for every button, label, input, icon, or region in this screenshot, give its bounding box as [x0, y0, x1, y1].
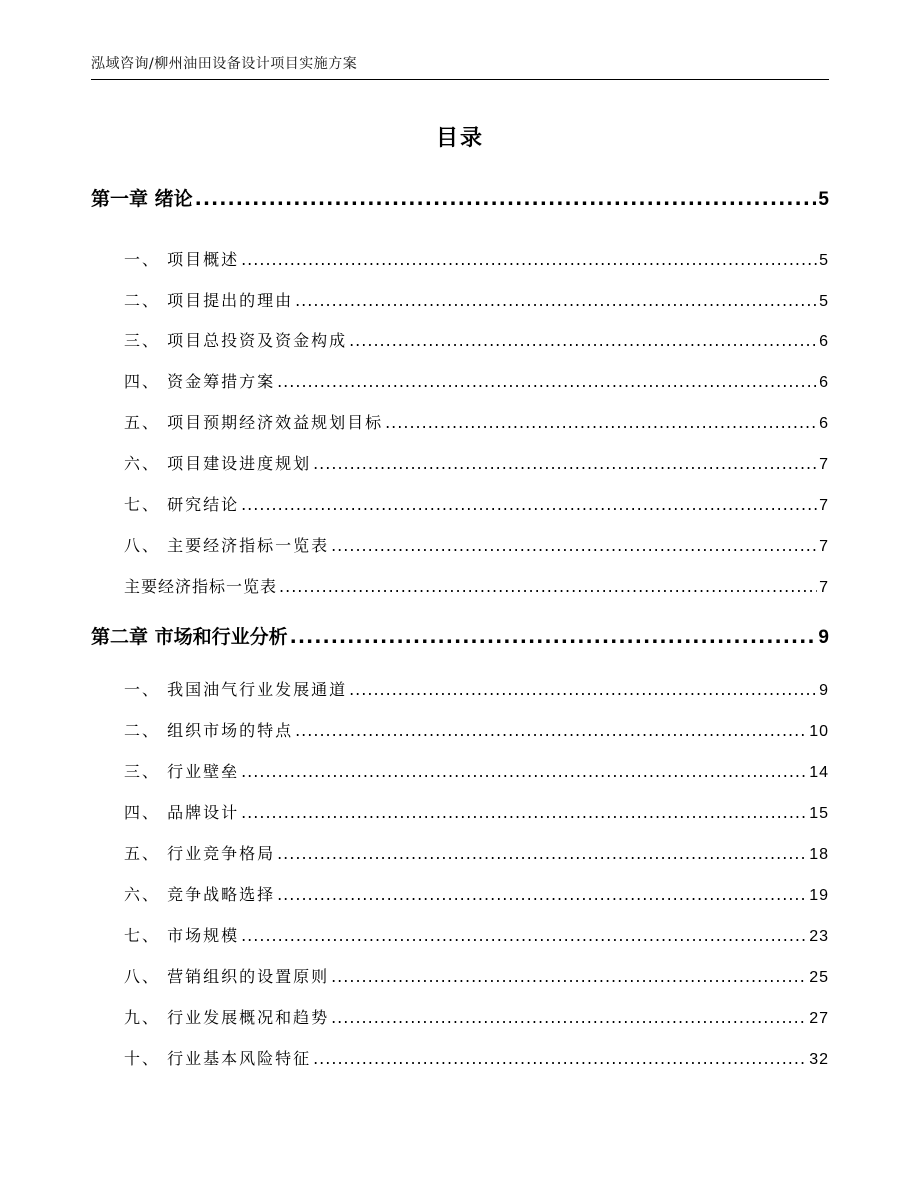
toc-section-label: 主要经济指标一览表 [124, 577, 278, 596]
toc-section[interactable] [91, 451, 829, 474]
toc-leader [241, 803, 807, 822]
toc-leader [331, 967, 807, 986]
toc-page-number: 6 [819, 415, 829, 432]
toc-section-label: 七、 研究结论 [124, 495, 240, 514]
toc-section[interactable] [91, 882, 829, 905]
toc-page-number: 14 [809, 764, 829, 781]
toc-section-label: 九、 行业发展概况和趋势 [124, 1008, 330, 1027]
toc-leader [331, 1008, 807, 1027]
toc-section-label: 十、 行业基本风险特征 [124, 1049, 312, 1068]
toc-section-label: 八、 主要经济指标一览表 [124, 536, 330, 555]
toc-section-label: 七、 市场规模 [124, 926, 240, 945]
toc-page-number: 7 [819, 579, 829, 596]
toc-section[interactable] [91, 574, 829, 597]
toc-chapter-label: 第一章 绪论 [91, 188, 193, 210]
toc-page-number: 18 [809, 846, 829, 863]
toc-section[interactable] [91, 841, 829, 864]
toc-leader [279, 577, 817, 596]
toc-page-number: 27 [809, 1010, 829, 1027]
toc-section[interactable] [91, 923, 829, 946]
toc-leader [385, 413, 817, 432]
toc-leader [277, 372, 817, 391]
page-header: 泓域咨询/柳州油田设备设计项目实施方案 [91, 56, 358, 72]
toc-section-label: 八、 营销组织的设置原则 [124, 967, 330, 986]
toc-section-label: 六、 竞争战略选择 [124, 885, 276, 904]
toc-section-label: 二、 项目提出的理由 [124, 291, 294, 310]
toc-section[interactable] [91, 533, 829, 556]
toc-section-label: 六、 项目建设进度规划 [124, 454, 312, 473]
toc-chapter-label: 第二章 市场和行业分析 [91, 626, 288, 648]
toc-section-label: 三、 行业壁垒 [124, 762, 240, 781]
toc-leader [195, 188, 817, 210]
toc-section-label: 二、 组织市场的特点 [124, 721, 294, 740]
toc-leader [313, 1049, 807, 1068]
toc-section[interactable] [91, 677, 829, 700]
toc-section-label: 五、 行业竞争格局 [124, 844, 276, 863]
toc-section[interactable] [91, 369, 829, 392]
toc-section-label: 一、 项目概述 [124, 250, 240, 269]
toc-leader [349, 331, 817, 350]
toc-page-number: 7 [819, 497, 829, 514]
header-divider [91, 79, 829, 80]
toc-leader [241, 250, 817, 269]
toc-page-number: 25 [809, 969, 829, 986]
toc-leader [277, 844, 807, 863]
toc-leader [241, 762, 807, 781]
toc-section[interactable] [91, 247, 829, 270]
toc-section[interactable] [91, 328, 829, 351]
toc-leader [290, 626, 817, 648]
toc-section[interactable] [91, 288, 829, 311]
toc-page-number: 9 [819, 682, 829, 699]
toc-leader [313, 454, 817, 473]
toc-page-number: 6 [819, 374, 829, 391]
toc-chapter-1[interactable] [91, 184, 829, 211]
toc-page-number: 5 [819, 293, 829, 310]
toc-page-number: 5 [819, 252, 829, 269]
toc-page-number: 7 [819, 456, 829, 473]
toc-page-number: 23 [809, 928, 829, 945]
toc-leader [331, 536, 817, 555]
toc-leader [295, 291, 817, 310]
toc-page-number: 15 [809, 805, 829, 822]
toc-section-label: 四、 品牌设计 [124, 803, 240, 822]
toc-section-label: 一、 我国油气行业发展通道 [124, 680, 348, 699]
toc-section[interactable] [91, 964, 829, 987]
toc-section[interactable] [91, 800, 829, 823]
toc-section[interactable] [91, 1005, 829, 1028]
toc-leader [241, 926, 807, 945]
toc-page-number: 32 [809, 1051, 829, 1068]
toc-section[interactable] [91, 1046, 829, 1069]
toc-page-number: 6 [819, 333, 829, 350]
toc-leader [277, 885, 807, 904]
toc-page-number: 10 [809, 723, 829, 740]
toc-section[interactable] [91, 410, 829, 433]
toc-title: 目录 [435, 126, 484, 151]
toc-section-label: 四、 资金筹措方案 [124, 372, 276, 391]
toc-leader [241, 495, 817, 514]
toc-page-number: 9 [818, 627, 829, 648]
toc-section-label: 五、 项目预期经济效益规划目标 [124, 413, 384, 432]
toc-page-number: 5 [818, 189, 829, 210]
toc-section[interactable] [91, 759, 829, 782]
toc-page-number: 19 [809, 887, 829, 904]
toc-chapter-2[interactable] [91, 622, 829, 649]
toc-section[interactable] [91, 718, 829, 741]
toc-section-label: 三、 项目总投资及资金构成 [124, 331, 348, 350]
toc-section[interactable] [91, 492, 829, 515]
toc-leader [349, 680, 817, 699]
toc-leader [295, 721, 807, 740]
toc-page-number: 7 [819, 538, 829, 555]
